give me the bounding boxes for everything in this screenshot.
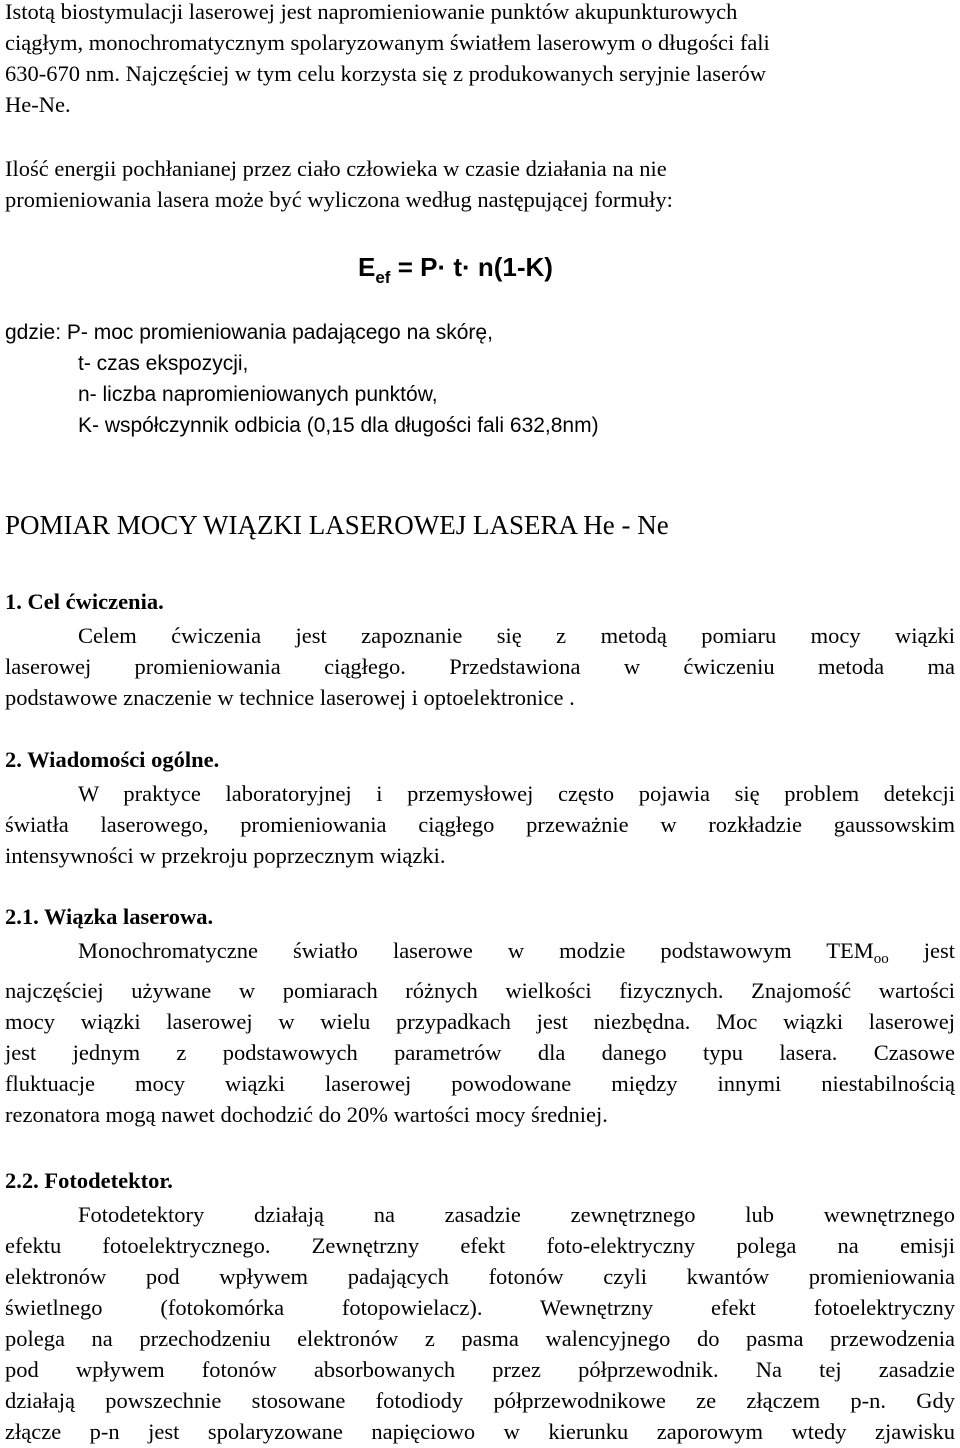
formula-lhs-subscript: ef bbox=[375, 268, 391, 287]
formula-lhs: E bbox=[358, 252, 376, 282]
section-2-2-line: Fotodetektory działają na zasadzie zewnętrznego lub wewnętrznego bbox=[78, 1202, 955, 1227]
section-2-2-body bbox=[5, 1199, 955, 1447]
section-2-body bbox=[5, 778, 955, 871]
section-2-heading: 2. Wiadomości ogólne. bbox=[5, 747, 220, 772]
section-1-line: laserowej promieniowania ciągłego. Przedstawiona w ćwiczeniu metoda ma bbox=[5, 654, 955, 679]
section-2-2-heading: 2.2. Fotodetektor. bbox=[5, 1168, 173, 1193]
section-1-line: podstawowe znaczenie w technice laserowej i optoelektronice . bbox=[5, 685, 575, 710]
section-2-1-line: najczęściej używane w pomiarach różnych wielkości fizycznych. Znajomość wartości bbox=[5, 978, 955, 1003]
section-2-line: W praktyce laboratoryjnej i przemysłowej często pojawia się problem detekcji bbox=[78, 781, 955, 806]
section-2-1-heading: 2.1. Wiązka laserowa. bbox=[5, 904, 214, 929]
section-2-2-line: świetlnego (fotokomórka fotopowielacz). Wewnętrzny efekt fotoelektryczny bbox=[5, 1295, 955, 1320]
intro-paragraph bbox=[5, 0, 955, 120]
tem-subscript: oo bbox=[873, 951, 889, 967]
energy-formula bbox=[358, 252, 553, 288]
definition-item: K- współczynnik odbicia (0,15 dla długości fali 632,8nm) bbox=[78, 414, 599, 437]
energy-paragraph bbox=[5, 153, 955, 215]
section-2-2-line: polega na przechodzeniu elektronów z pasma walencyjnego do pasma przewodzenia bbox=[5, 1326, 955, 1351]
intro-line: ciągłym, monochromatycznym spolaryzowanym światłem laserowym o długości fali bbox=[5, 30, 770, 55]
section-2-1-line bbox=[5, 935, 955, 975]
section-1-body bbox=[5, 620, 955, 713]
definition-lead: gdzie: P- moc promieniowania padającego na skórę, bbox=[5, 321, 493, 344]
intro-line: Istotą biostymulacji laserowej jest napromieniowanie punktów akupunkturowych bbox=[5, 0, 738, 24]
section-2-1-line: jest jednym z podstawowych parametrów dla danego typu lasera. Czasowe bbox=[5, 1040, 955, 1065]
section-2-line: intensywności w przekroju poprzecznym wiązki. bbox=[5, 843, 446, 868]
section-2-2-line: złącze p-n jest spolaryzowane napięciowo w kierunku zaporowym wtedy zjawisku bbox=[5, 1419, 955, 1444]
section-2-1-body bbox=[5, 935, 955, 1130]
formula-rhs: = P· t· n(1-K) bbox=[390, 252, 553, 282]
definitions-list bbox=[5, 317, 955, 441]
section-2-1-line: mocy wiązki laserowej w wielu przypadkach jest niezbędna. Moc wiązki laserowej bbox=[5, 1009, 955, 1034]
section-2-2-line: pod wpływem fotonów absorbowanych przez półprzewodnik. Na tej zasadzie bbox=[5, 1357, 955, 1382]
section-2-1-line-tail: jest bbox=[888, 938, 955, 963]
section-2-line: światła laserowego, promieniowania ciągłego przeważnie w rozkładzie gaussowskim bbox=[5, 812, 955, 837]
energy-line: Ilość energii pochłanianej przez ciało człowieka w czasie działania na nie bbox=[5, 156, 667, 181]
section-2-1-line: fluktuacje mocy wiązki laserowej powodowane między innymi niestabilnością bbox=[5, 1071, 955, 1096]
section-1-line: Celem ćwiczenia jest zapoznanie się z metodą pomiaru mocy wiązki bbox=[78, 623, 955, 648]
section-2-2-line: elektronów pod wpływem padających fotonów czyli kwantów promieniowania bbox=[5, 1264, 955, 1289]
intro-line: 630-670 nm. Najczęściej w tym celu korzysta się z produkowanych seryjnie laserów bbox=[5, 61, 767, 86]
document-title: POMIAR MOCY WIĄZKI LASEROWEJ LASERA He - Ne bbox=[5, 510, 669, 540]
section-2-2-line: efektu fotoelektrycznego. Zewnętrzny efekt foto-elektryczny polega na emisji bbox=[5, 1233, 955, 1258]
section-2-1-line-text: Monochromatyczne światło laserowe w modzie podstawowym TEM bbox=[78, 938, 874, 963]
section-2-2-line: działają powszechnie stosowane fotodiody półprzewodnikowe ze złączem p-n. Gdy bbox=[5, 1388, 955, 1413]
definition-item: t- czas ekspozycji, bbox=[78, 352, 249, 375]
definition-item: n- liczba napromieniowanych punktów, bbox=[78, 383, 438, 406]
intro-line: He-Ne. bbox=[5, 92, 71, 117]
section-2-1-line: rezonatora mogą nawet dochodzić do 20% wartości mocy średniej. bbox=[5, 1102, 608, 1127]
section-1-heading: 1. Cel ćwiczenia. bbox=[5, 589, 164, 614]
energy-line: promieniowania lasera może być wyliczona według następującej formuły: bbox=[5, 187, 673, 212]
